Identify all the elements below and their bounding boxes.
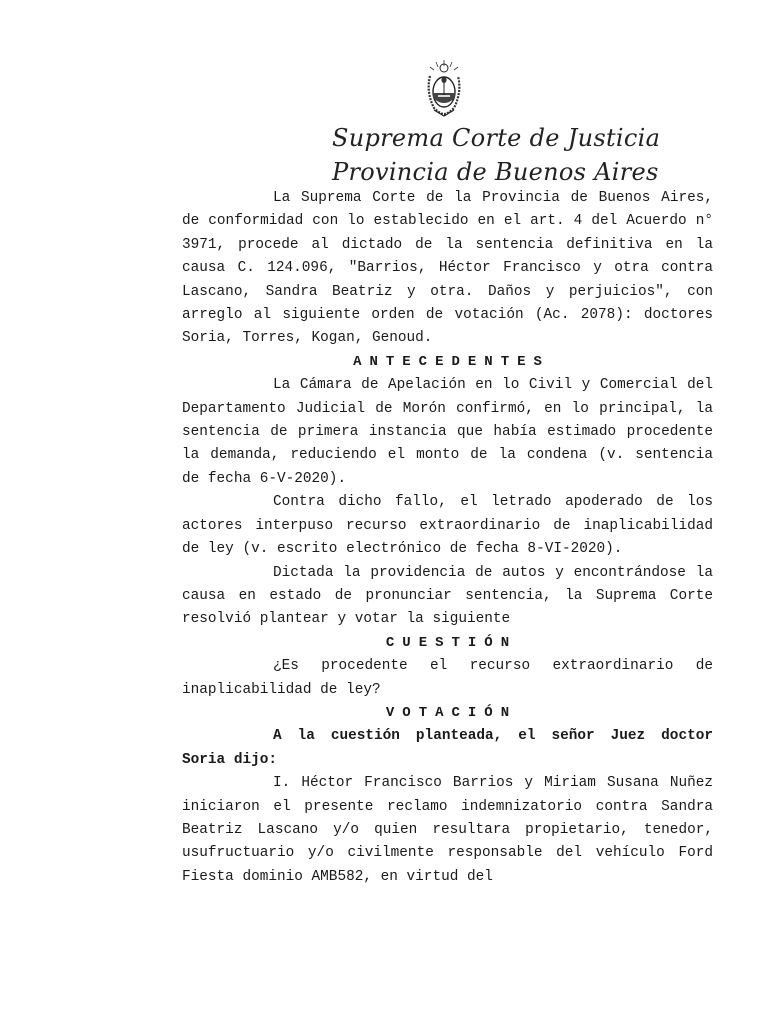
antecedentes-paragraph-1: La Cámara de Apelación en lo Civil y Comercial del Departamento Judicial de Morón confirmó, en lo principal, la sentencia de primera instancia que había estimado procedente la demanda, reduciendo el monto de la condena (v. sentencia de fecha 6-V-2020). [182, 377, 713, 487]
argentine-coat-of-arms-icon [424, 58, 464, 118]
province-name: Provincia de Buenos Aires [332, 158, 659, 186]
antecedentes-heading: ANTECEDENTES [353, 353, 550, 370]
cuestion-paragraph: ¿Es procedente el recurso extraordinario de inaplicabilidad de ley? [182, 658, 713, 698]
cuestion-heading: CUESTIÓN [385, 634, 518, 651]
court-name: Suprema Corte de Justicia [332, 124, 661, 152]
antecedentes-paragraph-2: Contra dicho fallo, el letrado apoderado de los actores interpuso recurso extraordinario de inaplicabilidad de ley (v. escrito electrónico de fecha 8-VI-2020). [182, 494, 713, 558]
antecedentes-paragraph-3: Dictada la providencia de autos y encontrándose la causa en estado de pronunciar sentencia, la Suprema Corte resolvió plantear y votar la siguiente [182, 564, 713, 628]
sentence-body [182, 187, 713, 889]
votacion-intro: A la cuestión planteada, el señor Juez doctor Soria dijo: [182, 728, 713, 768]
votacion-heading: VOTACIÓN [385, 704, 518, 721]
votacion-paragraph-1: I. Héctor Francisco Barrios y Miriam Susana Nuñez iniciaron el presente reclamo indemnizatorio contra Sandra Beatriz Lascano y/o quien resultara propietario, tenedor, usufructuario y/o civilmente responsable del vehículo Ford Fiesta dominio AMB582, en virtud del [182, 775, 713, 885]
document-header [0, 58, 768, 190]
intro-paragraph: La Suprema Corte de la Provincia de Buenos Aires, de conformidad con lo establecido en el art. 4 del Acuerdo n° 3971, procede al dictado de la sentencia definitiva en la causa C. 124.096, "Barrios, Héctor Francisco y otra contra Lascano, Sandra Beatriz y otra. Daños y perjuicios", con arreglo al siguiente orden de votación (Ac. 2078): doctores Soria, Torres, Kogan, Genoud. [182, 190, 713, 347]
